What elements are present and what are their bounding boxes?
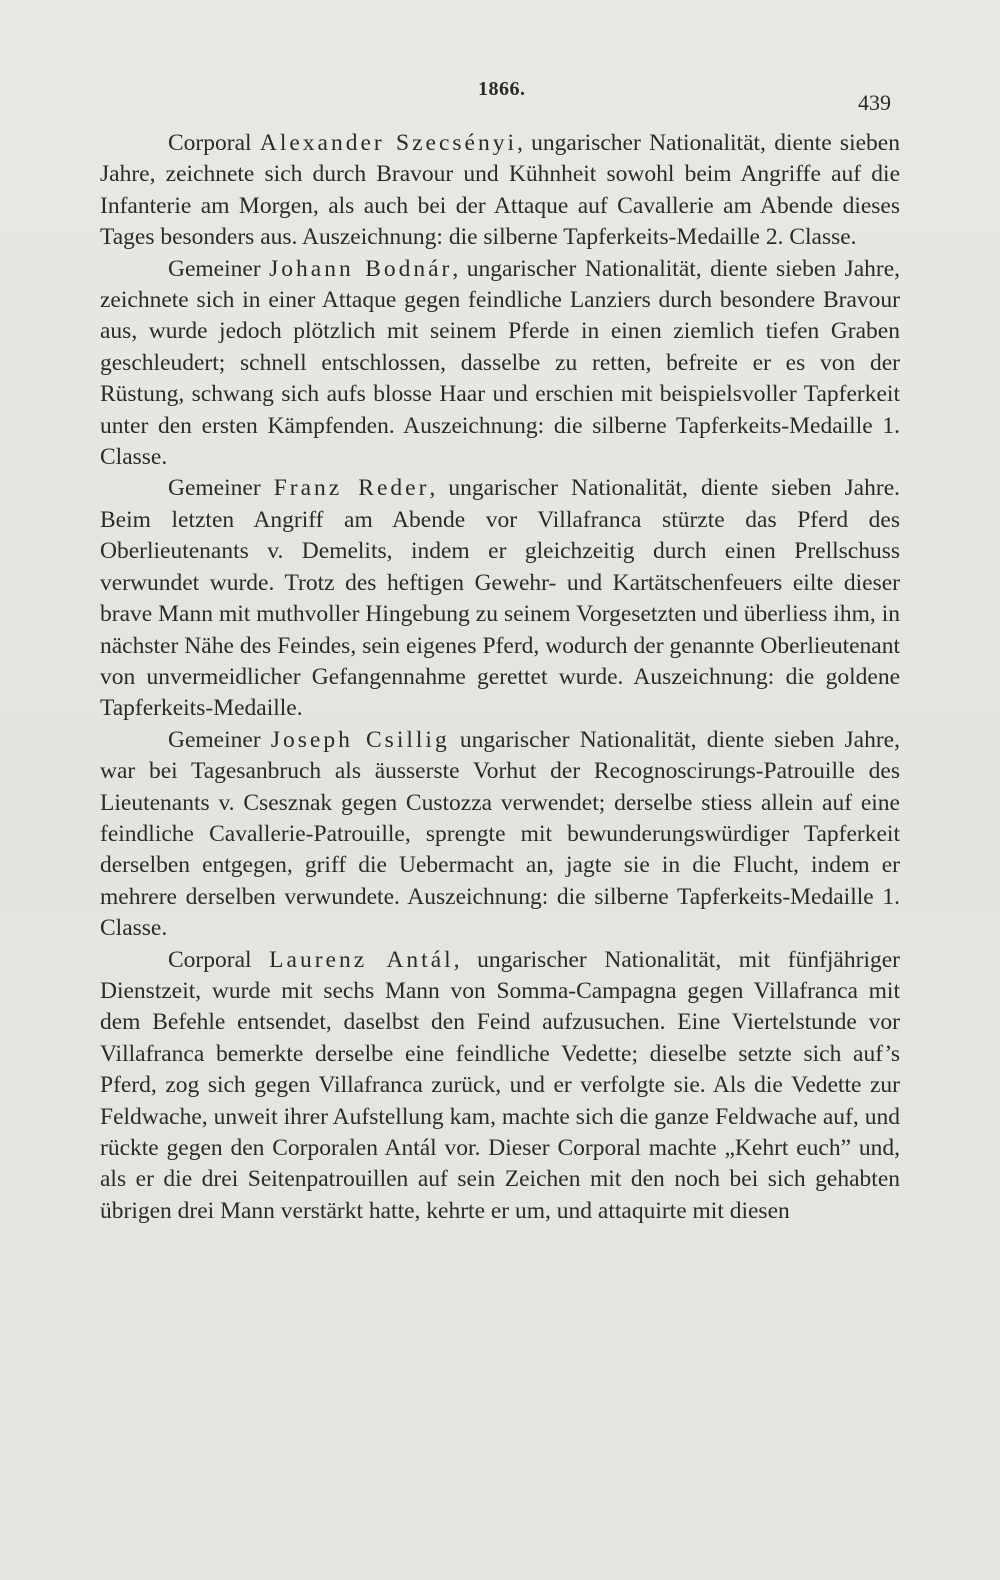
rank: Gemeiner <box>168 255 270 282</box>
page-body <box>100 128 900 1227</box>
person-name: Franz Reder <box>273 475 430 502</box>
person-name: Alexander Szecsényi <box>259 130 517 156</box>
person-name: Johann Bodnár <box>269 255 453 282</box>
person-name: Joseph Csillig <box>270 726 450 753</box>
paragraph-reder <box>100 473 900 724</box>
paragraph-text: , ungarischer Nationalität, mit fünfjähriger Dienstzeit, wurde mit sechs Mann von Somma-Campagna gegen Villafranca mit dem Befehle entsendet, daselbst den Feind aufzusuchen. Eine Viertelstunde vor Villafranca bemerkte derselbe eine feindliche Vedette; dieselbe setzte sich auf’s Pferd, zog sich gegen Villafranca zurück, und er verfolgte sie. Als die Vedette zur Feldwache, unweit ihrer Aufstellung kam, machte sich die ganze Feldwache auf, und rückte gegen den Corporalen Antál vor. Dieser Corporal machte „Kehrt euch” und, als er die drei Seitenpatrouillen auf sein Zeichen mit den noch bei sich gehabten übrigen drei Mann verstärkt hatte, kehrte er um, und attaquirte mit diesen <box>100 946 900 1224</box>
paragraph-text: ungarischer Nationalität, diente sieben Jahre, war bei Tagesanbruch als äusserste Vorhut der Recognoscirungs-Patrouille des Lieutenants v. Csesznak gegen Custozza verwendet; derselbe stiess allein auf eine feindliche Cavallerie-Patrouille, sprengte mit bewunderungswürdiger Tapferkeit derselben entgegen, griff die Uebermacht an, jagte sie in die Flucht, indem er mehrere derselben verwundete. Auszeichnung: die silberne Tapferkeits-Medaille 1. Classe. <box>100 726 900 942</box>
rank: Gemeiner <box>168 475 274 502</box>
running-header <box>0 72 1000 115</box>
paragraph-text: , ungarischer Nationalität, diente sieben Jahre, zeichnete sich durch Bravour und Kühnheit sowohl beim Angriffe auf die Infanterie am Morgen, als auch bei der Attaque auf Cavallerie am Abende dieses Tages besonders aus. Auszeichnung: die silberne Tapferkeits-Medaille 2. Classe. <box>100 130 900 251</box>
paragraph-text: , ungarischer Nationalität, diente sieben Jahre, zeichnete sich in einer Attaque gegen feindliche Lanziers durch besondere Bravour aus, wurde jedoch plötzlich mit seinem Pferde in einen ziemlich tiefen Graben geschleudert; schnell entschlossen, dasselbe zu retten, befreite er es von der Rüstung, schwang sich aufs blosse Haar und erschien mit beispielsvoller Tapferkeit unter den ersten Kämpfenden. Auszeichnung: die silberne Tapferkeits-Medaille 1. Classe. <box>100 255 901 471</box>
paragraph-bodnar <box>100 254 900 474</box>
rank: Corporal <box>168 946 270 973</box>
paragraph-szecsenyi <box>100 128 900 254</box>
rank: Gemeiner <box>168 726 271 753</box>
person-name: Laurenz Antál <box>269 946 454 973</box>
rank: Corporal <box>168 130 260 156</box>
paragraph-csillig <box>100 725 900 945</box>
running-year: 1866. <box>478 78 526 100</box>
paragraph-antal <box>100 945 900 1228</box>
page-number: 439 <box>858 90 891 115</box>
paragraph-text: , ungarischer Nationalität, diente sieben Jahre. Beim letzten Angriff am Abende vor Villafranca stürzte das Pferd des Oberlieutenants v. Demelits, indem er gleichzeitig durch einen Prellschuss verwundet wurde. Trotz des heftigen Gewehr- und Kartätschenfeuers eilte dieser brave Mann mit muthvoller Hingebung zu seinem Vorgesetzten und überliess ihm, in nächster Nähe des Feindes, sein eigenes Pferd, wodurch der genannte Oberlieutenant von unvermeidlicher Gefangennahme gerettet wurde. Auszeichnung: die goldene Tapferkeits-Medaille. <box>100 475 900 722</box>
